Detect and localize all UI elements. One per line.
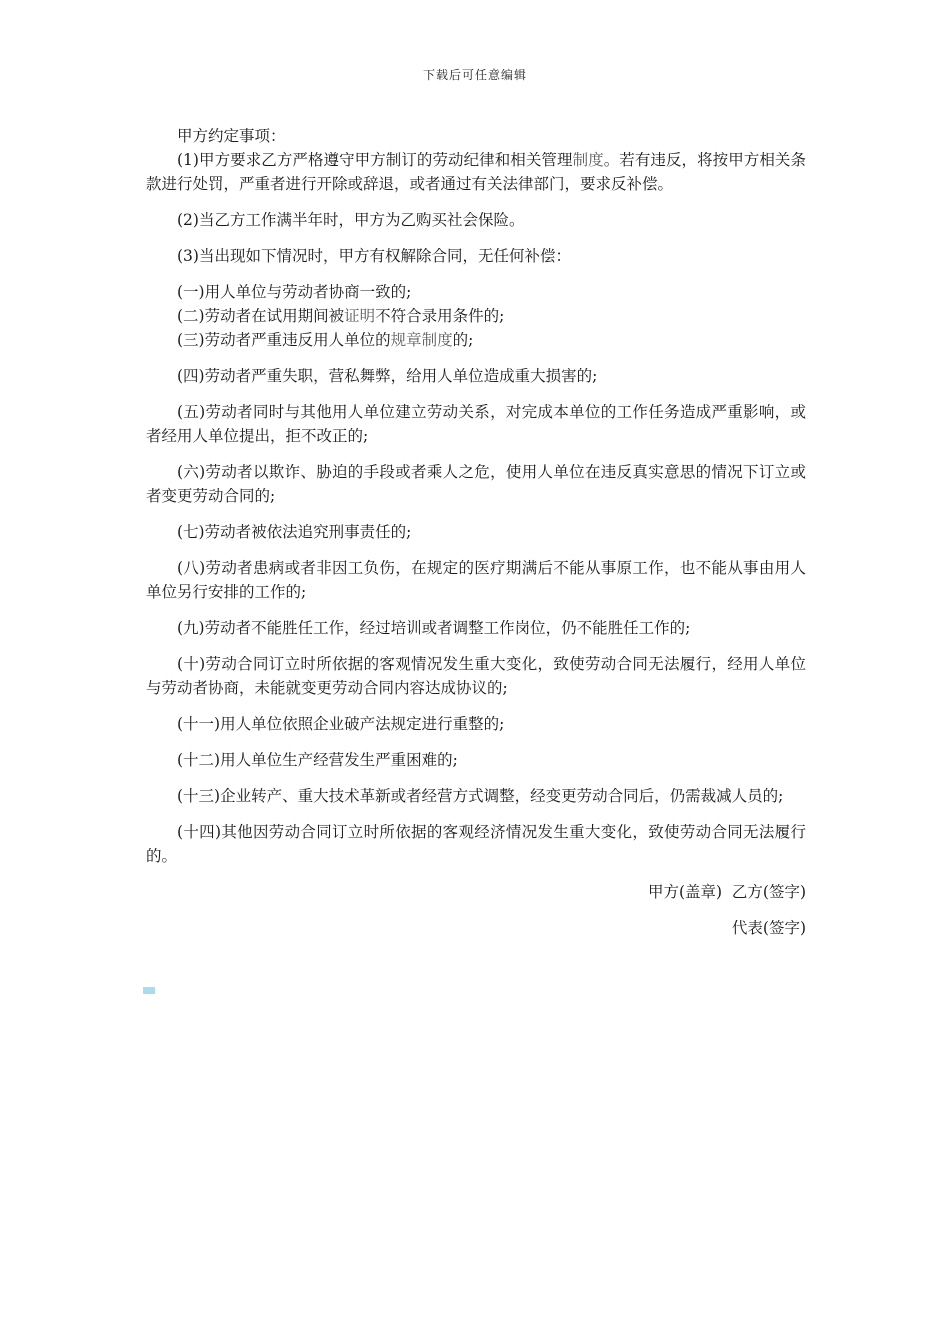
document-body [146,124,806,940]
link-rules[interactable]: 规章制度 [390,331,453,349]
item-2-text: (二)劳动者在试用期间被 [177,307,345,325]
page-header: 下载后可任意编辑 [422,68,527,82]
clause-2: (2)当乙方工作满半年时，甲方为乙购买社会保险。 [177,211,525,229]
intro-line: 甲方约定事项： [177,127,286,145]
item-13: (十三)企业转产、重大技术革新或者经营方式调整，经变更劳动合同后，仍需裁减人员的; [177,787,784,805]
item-5: (五)劳动者同时与其他用人单位建立劳动关系，对完成本单位的工作任务造成严重影响，或者经用人单位提出，拒不改正的; [146,403,806,445]
item-3 [146,328,806,352]
item-7: (七)劳动者被依法追究刑事责任的; [177,523,412,541]
clause-1-text: (1)甲方要求乙方严格遵守甲方制订的劳动纪律和相关管理 [177,151,573,169]
text-cursor-marker [143,987,155,994]
link-policy[interactable]: 制度 [572,151,604,169]
clause-1-text-rest: 。若有违反，将按甲方相关条款进行处罚，严重者进行开除或辞退，或者通过有关法律部门，要求反补偿。 [146,151,806,193]
clause-1 [146,148,806,196]
item-11: (十一)用人单位依照企业破产法规定进行重整的; [177,715,505,733]
clause-3: (3)当出现如下情况时，甲方有权解除合同，无任何补偿： [177,247,571,265]
item-6: (六)劳动者以欺诈、胁迫的手段或者乘人之危，使用人单位在违反真实意思的情况下订立或者变更劳动合同的; [146,463,806,505]
item-3-text: (三)劳动者严重违反用人单位的 [177,331,391,349]
item-4: (四)劳动者严重失职，营私舞弊，给用人单位造成重大损害的; [177,367,598,385]
item-2 [146,304,806,328]
item-8: (八)劳动者患病或者非因工负伤，在规定的医疗期满后不能从事原工作，也不能从事由用人单位另行安排的工作的; [146,559,806,601]
item-1: (一)用人单位与劳动者协商一致的; [177,283,412,301]
item-9: (九)劳动者不能胜任工作，经过培训或者调整工作岗位，仍不能胜任工作的; [177,619,691,637]
item-10: (十)劳动合同订立时所依据的客观情况发生重大变化，致使劳动合同无法履行，经用人单位与劳动者协商，未能就变更劳动合同内容达成协议的; [146,655,806,697]
item-3-text-rest: 的; [452,331,474,349]
link-proof[interactable]: 证明 [344,307,376,325]
item-2-text-rest: 不符合录用条件的; [375,307,505,325]
item-12: (十二)用人单位生产经营发生严重困难的; [177,751,458,769]
item-14: (十四)其他因劳动合同订立时所依据的客观经济情况发生重大变化，致使劳动合同无法履行的。 [146,823,806,865]
signature-line-2: 代表(签字) [731,919,806,937]
signature-line-1: 甲方(盖章) 乙方(签字) [647,883,806,901]
